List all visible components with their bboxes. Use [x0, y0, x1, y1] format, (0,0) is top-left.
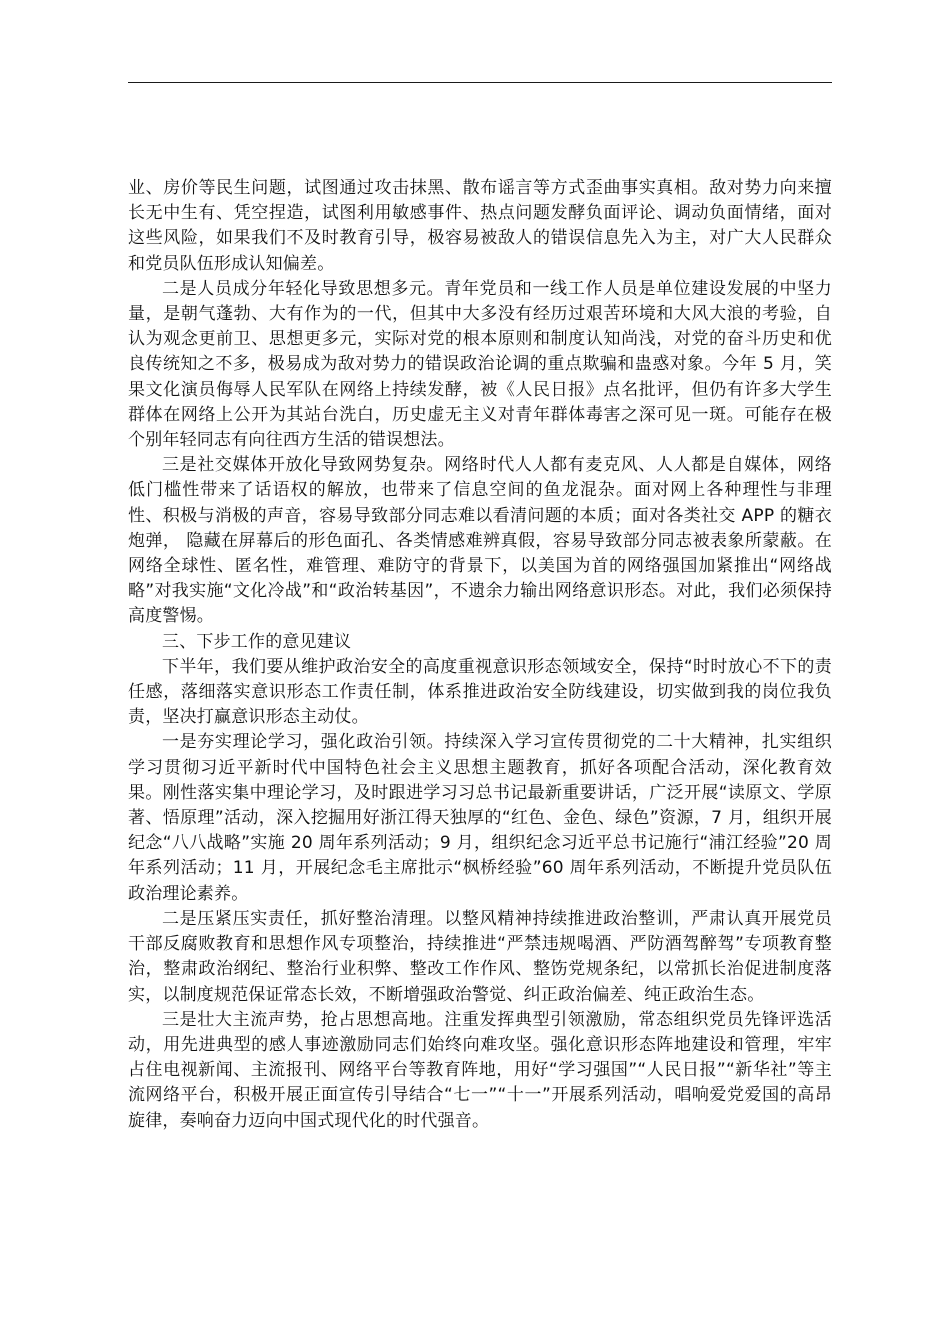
- paragraph-continued: 业、房价等民生问题，试图通过攻击抹黑、散布谣言等方式歪曲事实真相。敌对势力向来擅长无中生有、凭空捏造，试图利用敏感事件、热点问题发酵负面评论、调动负面情绪，面对这些风险，如果我们不及时教育引导，极容易被敌人的错误信息先入为主，对广大人民群众和党员队伍形成认知偏差。: [128, 178, 832, 274]
- paragraph-responsibility: 二是压紧压实责任，抓好整治清理。以整风精神持续推进政治整训，严肃认真开展党员干部反腐败教育和思想作风专项整治，持续推进“严禁违规喝酒、严防酒驾醉驾”专项教育整治，整肃政治纲纪、整治行业积弊、整改工作作风、整饬党规条纪，以常抓长治促进制度落实，以制度规范保证常态长效，不断增强政治警觉、纠正政治偏差、纯正政治生态。: [128, 908, 832, 1005]
- header-rule: [128, 82, 832, 83]
- paragraph-theory-study: 一是夯实理论学习，强化政治引领。持续深入学习宣传贯彻党的二十大精神，扎实组织学习贯彻习近平新时代中国特色社会主义思想主题教育，抓好各项配合活动，深化教育效果。刚性落实集中理论学习，及时跟进学习习总书记最新重要讲话，广泛开展“读原文、学原著、悟原理”活动，深入挖掘用好浙江得天独厚的“红色、金色、绿色”资源，7 月，组织开展纪念“八八战略”实施 20 周年系列活动；9 月，组织纪念习近平总书记施行“浦江经验”20 周年系列活动；11 月，开展纪念毛主席批示“枫桥经验”60 周年系列活动，不断提升党员队伍政治理论素养。: [128, 732, 832, 904]
- paragraph-second-half-plan: 下半年，我们要从维护政治安全的高度重视意识形态领域安全，保持“时时放心不下的责任感，落细落实意识形态工作责任制，体系推进政治安全防线建设，切实做到我的岗位我负责，坚决打赢意识形态主动仗。: [128, 656, 832, 728]
- paragraph-youth-diversity: 二是人员成分年轻化导致思想多元。青年党员和一线工作人员是单位建设发展的中坚力量，是朝气蓬勃、大有作为的一代，但其中大多没有经历过艰苦环境和大风大浪的考验，自认为观念更前卫、思想更多元，实际对党的根本原则和制度认知尚浅，对党的奋斗历史和优良传统知之不多，极易成为敌对势力的错误政治论调的重点欺骗和蛊惑对象。今年 5 月，笑果文化演员侮辱人民军队在网络上持续发酵，被《人民日报》点名批评，但仍有许多大学生群体在网络上公开为其站台洗白，历史虚无主义对青年群体毒害之深可见一斑。可能存在极个别年轻同志有向往西方生活的错误想法。: [128, 278, 832, 451]
- paragraph-mainstream-voice: 三是壮大主流声势，抢占思想高地。注重发挥典型引领激励，常态组织党员先锋评选活动，用先进典型的感人事迹激励同志们始终向难攻坚。强化意识形态阵地建设和管理，牢牢占住电视新闻、主流报刊、网络平台等教育阵地，用好“学习强国”“人民日报”“新华社”等主流网络平台，积极开展正面宣传引导结合“七一”“十一”开展系列活动，唱响爱党爱国的高昂旋律，奏响奋力迈向中国式现代化的时代强音。: [128, 1009, 832, 1131]
- section-heading: 三、下步工作的意见建议: [162, 631, 352, 652]
- document-body: [128, 176, 832, 1134]
- paragraph-social-media: 三是社交媒体开放化导致网势复杂。网络时代人人都有麦克风、人人都是自媒体，网络低门槛性带来了话语权的解放，也带来了信息空间的鱼龙混杂。面对网上各种理性与非理性、积极与消极的声音，容易导致部分同志难以看清问题的本质；面对各类社交 APP 的糖衣炮弹， 隐藏在屏幕后的形色面孔、各类情感难辨真假，容易导致部分同志被表象所蒙蔽。在网络全球性、匿名性，难管理、难防守的背景下，以美国为首的网络强国加紧推出“网络战略”对我实施“文化冷战”和“政治转基因”，不遗余力输出网络意识形态。对此，我们必须保持高度警惕。: [128, 455, 832, 627]
